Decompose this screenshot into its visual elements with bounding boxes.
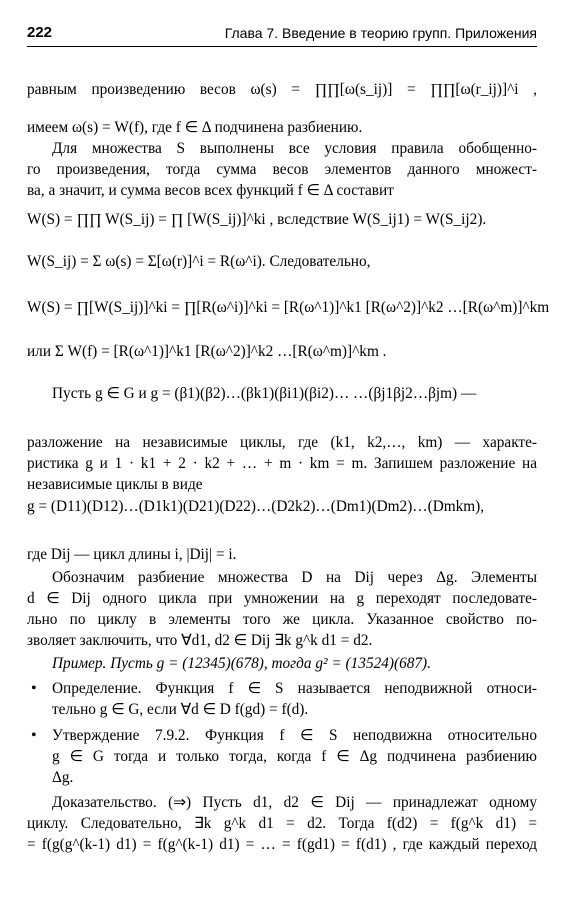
running-header (27, 22, 537, 44)
text-line: равным произведению весов ω(s) = ∏∏[ω(s_ij)] = ∏∏[ω(r_ij)]^i , (27, 81, 537, 98)
bullet-icon: • (31, 727, 37, 744)
formula-line: g = (D11)(D12)…(D1k1)(D21)(D22)…(D2k2)…(Dm1)(Dm2)…(Dmkm), (27, 498, 485, 515)
page-number: 222 (27, 24, 53, 41)
text-line: ристика g и 1 · k1 + 2 · k2 + … + m · km = m. Запишем разложение на (27, 455, 537, 472)
bullet-icon: • (31, 680, 37, 697)
text-line: Обозначим разбиение множества D на Dij через Δg. Элементы (52, 569, 537, 586)
proof-line: Доказательство. (⇒) Пусть d1, d2 ∈ Dij — принадлежат одному (52, 794, 537, 811)
text-line: го произведения, тогда сумма весов элементов данного множест- (27, 161, 537, 178)
statement-line: Утверждение 7.9.2. Функция f ∈ S неподвижна относительно (52, 727, 537, 744)
formula-line: Пусть g ∈ G и g = (β1)(β2)…(βk1)(βi1)(βi2)… …(βj1βj2…βjm) — (52, 385, 477, 402)
text-line: льно по циклу в элементы того же цикла. Указанное свойство по- (27, 611, 537, 628)
text-line: d ∈ Dij одного цикла при умножении на g переходят последовате- (27, 590, 537, 607)
example-line: Пример. Пусть g = (12345)(678), тогда g² = (13524)(687). (52, 655, 431, 672)
definition-line: тельно g ∈ G, если ∀d ∈ D f(gd) = f(d). (52, 701, 309, 718)
formula-line: W(S_ij) = Σ ω(s) = Σ[ω(r)]^i = R(ω^i). Следовательно, (27, 253, 371, 270)
statement-line: g ∈ G тогда и только тогда, когда f ∈ Δg подчинена разбиению (52, 748, 537, 765)
text-line: Для множества S выполнены все условия правила обобщенно- (52, 140, 537, 157)
proof-line: циклу. Следовательно, ∃k g^k d1 = d2. Тогда f(d2) = f(g^k d1) = (27, 815, 537, 832)
proof-line: = f(g(g^(k-1) d1) = f(g^(k-1) d1) = … = f(gd1) = f(d1) , где каждый переход (27, 836, 537, 853)
definition-line: Определение. Функция f ∈ S называется неподвижной относи- (52, 680, 537, 697)
text-line: имеем ω(s) = W(f), где f ∈ Δ подчинена разбиению. (27, 119, 363, 136)
text-line: ва, а значит, и сумма весов всех функций f ∈ Δ составит (27, 182, 394, 199)
formula-line: или Σ W(f) = [R(ω^1)]^k1 [R(ω^2)]^k2 …[R(ω^m)]^km . (27, 343, 387, 360)
text-line: независимые циклы в виде (27, 476, 203, 493)
formula-line: W(S) = ∏∏ W(S_ij) = ∏ [W(S_ij)]^ki , вследствие W(S_ij1) = W(S_ij2). (27, 211, 487, 228)
formula-line: W(S) = ∏[W(S_ij)]^ki = ∏[R(ω^i)]^ki = [R(ω^1)]^k1 [R(ω^2)]^k2 …[R(ω^m)]^km (27, 299, 550, 316)
header-rule (27, 46, 537, 47)
statement-line: Δg. (52, 769, 74, 786)
text-line: где Dij — цикл длины i, |Dij| = i. (27, 546, 237, 563)
text-line: разложение на независимые циклы, где (k1, k2,…, km) — характе- (27, 434, 537, 451)
text-line: зволяет заключить, что ∀d1, d2 ∈ Dij ∃k g^k d1 = d2. (27, 632, 373, 649)
chapter-title: Глава 7. Введение в теорию групп. Приложения (224, 25, 537, 41)
